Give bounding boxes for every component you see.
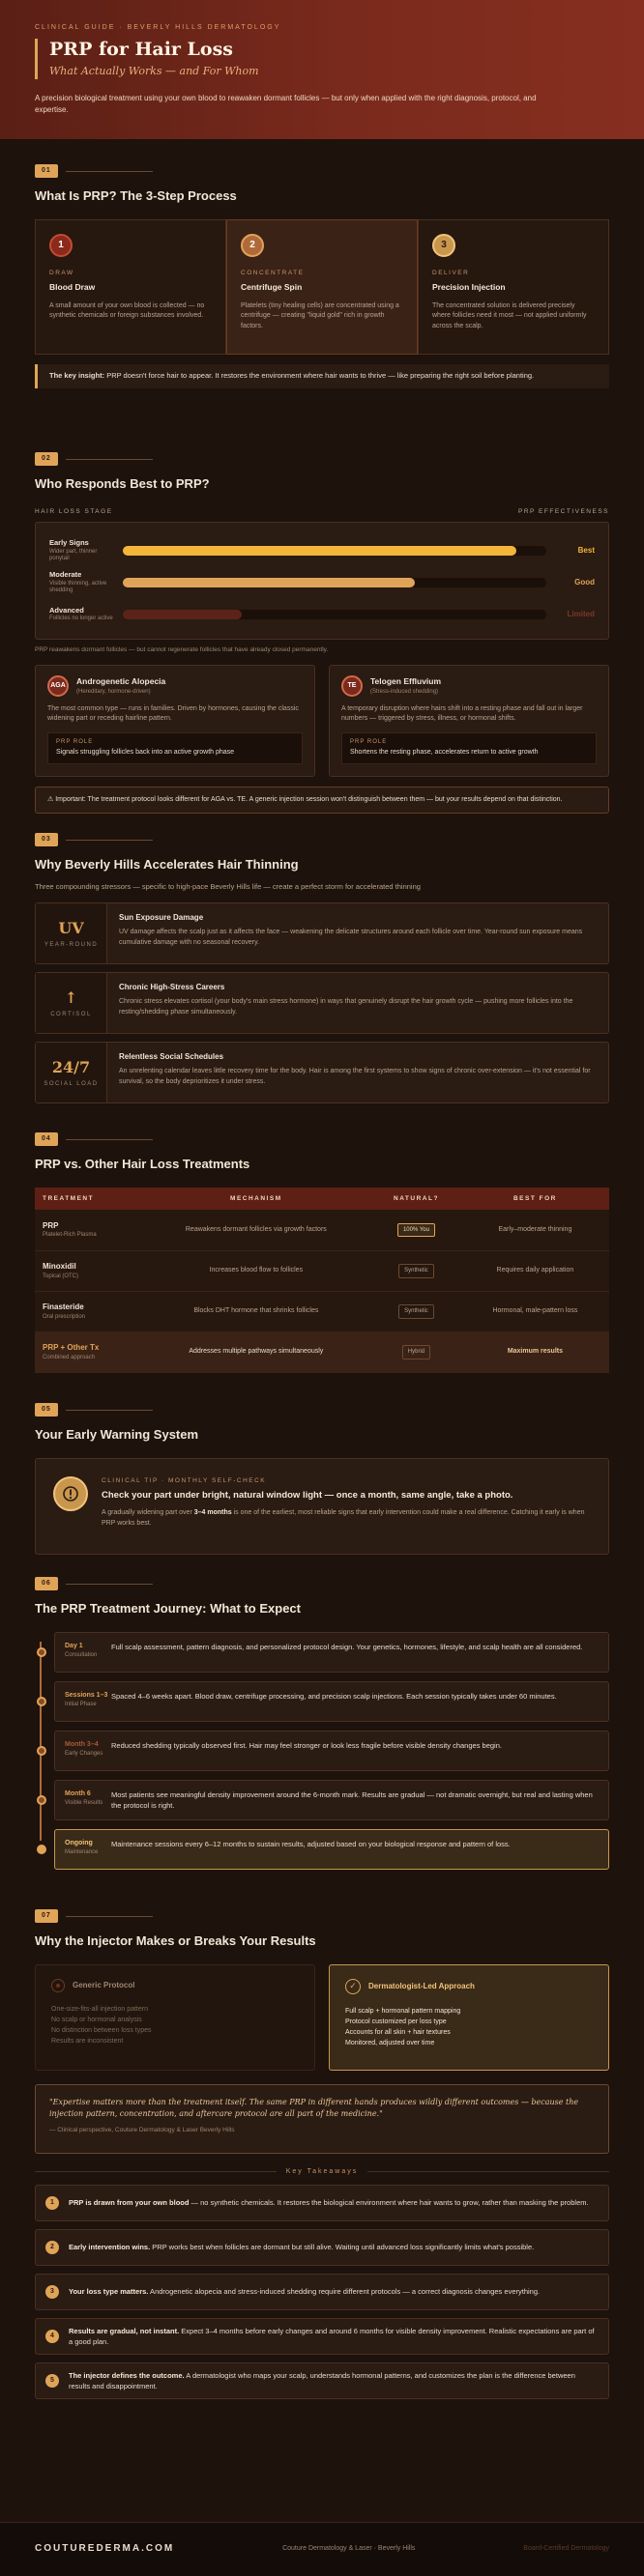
condition-name: Telogen Effluvium xyxy=(370,676,442,687)
bar-fill xyxy=(123,610,242,619)
stressor-row-uv xyxy=(35,902,609,964)
timeline-phase: Consultation xyxy=(65,1651,98,1658)
column-header: NATURAL? xyxy=(371,1188,461,1210)
x-circle-icon xyxy=(51,1979,65,1992)
takeaway-text: — no synthetic chemicals. It restores the biological environment where hair wants to grow, rather than masking the problem. xyxy=(189,2198,589,2208)
axis-left-label: HAIR LOSS STAGE xyxy=(35,507,113,515)
natural-badge: Synthetic xyxy=(398,1264,434,1278)
section-number xyxy=(35,1909,609,1923)
hero-title-block xyxy=(35,39,609,79)
condition-card-aga xyxy=(35,665,315,777)
stressor-desc: Chronic stress elevates cortisol (your body's main stress hormone) in ways that genuinely disrupt the hair growth cycle — pushing more follicles into the resting/shedding phase simultaneously. xyxy=(119,998,573,1016)
effectiveness-note: PRP reawakens dormant follicles — but cannot regenerate follicles that have already closed permanently. xyxy=(35,646,329,654)
takeaway-item xyxy=(35,2185,609,2221)
effectiveness-axis-labels xyxy=(35,507,609,516)
list-item: Accounts for all skin + hair textures xyxy=(345,2029,451,2037)
page-footer xyxy=(0,2522,644,2576)
section-journey xyxy=(0,1577,644,1909)
section-number xyxy=(35,1577,609,1590)
tip-body xyxy=(102,1508,591,1529)
section-subtitle: Three compounding stressors — specific to high-pace Beverly Hills life — create a perfect storm for accelerated thinning xyxy=(35,881,421,891)
hero-banner xyxy=(0,0,644,139)
stressor-desc: UV damage affects the scalp just as it affects the face — weakening the delicate structures around each follicle over time. Year-round sun exposure means cumulative damage with no seasonal recovery. xyxy=(119,929,583,946)
stressor-tag: SOCIAL LOAD xyxy=(44,1080,99,1087)
timeline-dot xyxy=(37,1845,46,1854)
step-name: Blood Draw xyxy=(49,282,96,293)
sun-icon: UV xyxy=(58,918,84,937)
treatment-name: Minoxidil xyxy=(43,1262,76,1272)
timeline-dot xyxy=(37,1795,46,1805)
treatment-sub: Oral prescription xyxy=(43,1313,86,1320)
prp-role-text: Shortens the resting phase, accelerates return to active growth xyxy=(350,749,539,757)
prp-role-label: PRP ROLE xyxy=(350,738,388,745)
takeaway-number: 5 xyxy=(45,2374,59,2388)
list-item: No scalp or hormonal analysis xyxy=(51,2017,142,2024)
timeline-item xyxy=(54,1681,609,1722)
table-row xyxy=(35,1291,609,1331)
bar-stage: Advanced xyxy=(49,605,84,615)
takeaway-number: 3 xyxy=(45,2285,59,2299)
timeline-detail: Most patients see meaningful density improvement around the 6-month mark. Results are gradual — not dramatic overnight, but real and lasting when the protocol is right. xyxy=(111,1789,593,1811)
axis-right-label: PRP EFFECTIVENESS xyxy=(517,507,609,515)
bar-stage-desc: Visible thinning, active shedding xyxy=(49,580,107,594)
list-item: One-size-fits-all injection pattern xyxy=(51,2005,148,2013)
stressor-title: Relentless Social Schedules xyxy=(119,1051,224,1061)
bar-fill xyxy=(123,578,415,587)
step-description: A small amount of your own blood is collected — no synthetic chemicals or foreign substances involved. xyxy=(49,301,205,320)
prp-role-label: PRP ROLE xyxy=(56,738,94,745)
timeline-phase: Early Changes xyxy=(65,1750,103,1757)
insight-lead: The key insight: xyxy=(49,370,105,380)
treatment-mechanism: Blocks DHT hormone that shrinks follicles xyxy=(141,1291,372,1331)
step-card-deliver xyxy=(418,219,609,355)
timeline-dot xyxy=(37,1746,46,1756)
tip-heading: Check your part under bright, natural window light — once a month, same angle, take a photo. xyxy=(102,1490,513,1502)
step-name: Precision Injection xyxy=(432,282,506,293)
list-item: Results are inconsistent xyxy=(51,2038,124,2046)
column-header: MECHANISM xyxy=(141,1188,372,1210)
treatment-timeline xyxy=(35,1632,609,1870)
quote-attribution: — Clinical perspective, Couture Dermatology & Laser Beverly Hills xyxy=(49,2126,235,2133)
section-title: Your Early Warning System xyxy=(35,1427,199,1442)
section-title: Why Beverly Hills Accelerates Hair Thinning xyxy=(35,857,299,872)
expert-quote xyxy=(35,2084,609,2154)
card-title: Generic Protocol xyxy=(73,1981,135,1990)
treatment-sub: Combined approach xyxy=(43,1354,96,1360)
prp-role-text: Signals struggling follicles back into an active growth phase xyxy=(56,749,235,757)
section-number-badge: 04 xyxy=(35,1132,58,1146)
timeline-detail: Reduced shedding typically observed first. Hair may feel stronger or look less fragile before visible density changes begin. xyxy=(111,1740,502,1750)
footer-credential: Board-Certified Dermatology xyxy=(523,2545,609,2553)
stressor-tag: YEAR-ROUND xyxy=(44,941,99,948)
section-number-badge: 06 xyxy=(35,1577,58,1590)
column-header: BEST FOR xyxy=(461,1188,609,1210)
condition-description: A temporary disruption where hairs shift into a resting phase and fall out in larger numbers — triggered by stress, illness, or hormonal shifts. xyxy=(341,704,583,723)
step-number-circle: 2 xyxy=(241,234,264,257)
natural-badge: Synthetic xyxy=(398,1304,434,1319)
timeline-detail: Maintenance sessions every 6–12 months to sustain results, adjusted based on your biological response and pattern of loss. xyxy=(111,1839,511,1848)
stressor-list xyxy=(35,902,609,1103)
treatment-mechanism: Increases blood flow to follicles xyxy=(141,1250,372,1291)
condition-description: The most common type — runs in families. Driven by hormones, causing the classic widening part or receding hairline pattern. xyxy=(47,704,299,723)
table-row xyxy=(35,1210,609,1250)
footer-brand-link[interactable]: COUTUREDERMA.COM xyxy=(35,2543,175,2555)
takeaway-item xyxy=(35,2229,609,2266)
section-number-badge: 05 xyxy=(35,1403,58,1417)
step-label: DELIVER xyxy=(432,269,470,276)
table-row xyxy=(35,1331,609,1372)
takeaway-number: 4 xyxy=(45,2330,59,2343)
self-check-tip xyxy=(35,1458,609,1555)
treatment-best-for: Requires daily application xyxy=(461,1250,609,1291)
key-insight-callout xyxy=(35,364,609,388)
stressor-desc: An unrelenting calendar leaves little recovery time for the body. Hair is among the first systems to show signs of chronic over-extension — it's not essential for survival, so the body deprioritizes it under stress. xyxy=(119,1068,591,1085)
section-title: The PRP Treatment Journey: What to Expect xyxy=(35,1601,301,1616)
takeaway-number: 2 xyxy=(45,2241,59,2254)
timeline-phase: Maintenance xyxy=(65,1848,99,1855)
timeline-dot xyxy=(37,1647,46,1657)
effectiveness-bars xyxy=(35,522,609,640)
bar-fill xyxy=(123,546,516,556)
page-title: PRP for Hair Loss xyxy=(49,39,233,61)
timeline-dot xyxy=(37,1697,46,1706)
hero-eyebrow: CLINICAL GUIDE · BEVERLY HILLS DERMATOLOGY xyxy=(35,24,281,31)
bar-result: Good xyxy=(574,577,595,587)
section-injector xyxy=(0,1909,644,2522)
section-number xyxy=(35,1403,609,1417)
condition-cards xyxy=(35,665,609,777)
timeline-item xyxy=(54,1731,609,1771)
step-label: DRAW xyxy=(49,269,74,276)
step-number-circle: 1 xyxy=(49,234,73,257)
takeaway-text: PRP works best when follicles are dormant but still alive. Waiting until advanced loss significantly limits what's possible. xyxy=(150,2243,535,2252)
section-number-badge: 03 xyxy=(35,833,58,846)
treatment-best-for: Hormonal, male-pattern loss xyxy=(461,1291,609,1331)
check-circle-icon: ✓ xyxy=(345,1979,361,1994)
bar-result: Limited xyxy=(567,609,595,618)
section-number xyxy=(35,452,609,466)
tip-label: CLINICAL TIP · MONTHLY SELF-CHECK xyxy=(102,1476,267,1484)
condition-badge: AGA xyxy=(47,675,69,697)
prp-role-box xyxy=(47,732,303,764)
timeline-when: Month 3–4 xyxy=(65,1740,99,1748)
step-card-concentrate xyxy=(226,219,418,355)
timeline-when: Ongoing xyxy=(65,1839,93,1846)
step-description: The concentrated solution is delivered precisely where follicles need it most — not applied uniformly across the scalp. xyxy=(432,301,587,329)
clock-247-icon: 24/7 xyxy=(51,1057,91,1076)
bar-stage-desc: Wider part, thinner ponytail xyxy=(49,548,98,562)
list-item: Full scalp + hormonal pattern mapping xyxy=(345,2007,461,2015)
section-beverly-hills xyxy=(0,833,644,1132)
stressor-row-social xyxy=(35,1042,609,1103)
quote-text: "Expertise matters more than the treatment itself. The same PRP in different hands produces wildly different outcomes — because the injection pattern, concentration, and aftercare protocol are all part of the medicine." xyxy=(49,2097,579,2118)
treatment-sub: Platelet-Rich Plasma xyxy=(43,1232,97,1239)
takeaway-item xyxy=(35,2318,609,2355)
section-early-warning xyxy=(0,1403,644,1577)
timeline-when: Month 6 xyxy=(65,1789,91,1797)
treatment-best-for: Early–moderate thinning xyxy=(461,1210,609,1250)
stressor-title: Sun Exposure Damage xyxy=(119,912,204,922)
timeline-when: Sessions 1–3 xyxy=(65,1691,108,1699)
bar-track xyxy=(123,546,546,556)
treatment-comparison-table xyxy=(35,1188,609,1373)
timeline-phase: Visible Results xyxy=(65,1799,103,1806)
bar-row-early xyxy=(49,534,595,566)
step-card-draw xyxy=(35,219,226,355)
timeline-phase: Initial Phase xyxy=(65,1701,97,1707)
condition-name: Androgenetic Alopecia xyxy=(76,676,166,687)
process-steps xyxy=(35,219,609,355)
bar-row-advanced xyxy=(49,598,595,630)
hero-lede: A precision biological treatment using your own blood to reawaken dormant follicles — but only when applied with the right diagnosis, protocol, and expertise. xyxy=(35,93,537,115)
natural-badge: Hybrid xyxy=(402,1345,430,1360)
bar-track xyxy=(123,578,546,587)
footer-practice: Couture Dermatology & Laser · Beverly Hills xyxy=(282,2545,416,2553)
takeaway-lead: Your loss type matters. xyxy=(69,2287,149,2297)
column-header: TREATMENT xyxy=(35,1188,141,1210)
section-title: Why the Injector Makes or Breaks Your Results xyxy=(35,1933,316,1948)
treatment-sub: Topical (OTC) xyxy=(43,1273,79,1279)
section-comparison xyxy=(0,1132,644,1403)
treatment-name: Finasteride xyxy=(43,1302,84,1312)
takeaway-item xyxy=(35,2274,609,2310)
condition-badge: TE xyxy=(341,675,363,697)
alert-icon xyxy=(53,1476,88,1511)
step-label: CONCENTRATE xyxy=(241,269,305,276)
treatment-best-for: Maximum results xyxy=(461,1331,609,1372)
section-number xyxy=(35,1132,609,1146)
list-item: No distinction between loss types xyxy=(51,2027,152,2035)
timeline-detail: Spaced 4–6 weeks apart. Blood draw, centrifuge processing, and precision scalp injections. Each session typically takes under 60 minutes. xyxy=(111,1691,557,1701)
takeaway-item xyxy=(35,2362,609,2399)
step-name: Centrifuge Spin xyxy=(241,282,303,293)
treatment-mechanism: Reawakens dormant follicles via growth factors xyxy=(141,1210,372,1250)
section-number xyxy=(35,833,609,846)
treatment-name: PRP xyxy=(43,1220,59,1230)
bar-row-moderate xyxy=(49,566,595,598)
natural-badge: 100% You xyxy=(397,1223,435,1238)
step-description: Platelets (tiny healing cells) are concentrated using a centrifuge — creating "liquid gold" rich in growth factors. xyxy=(241,301,399,329)
stressor-tag: CORTISOL xyxy=(50,1011,92,1017)
section-number-badge: 02 xyxy=(35,452,58,466)
takeaway-lead: Early intervention wins. xyxy=(69,2243,151,2252)
bar-stage-desc: Follicles no longer active xyxy=(49,615,113,622)
page-subtitle: What Actually Works — and For Whom xyxy=(49,64,259,77)
dermatologist-approach-card xyxy=(329,1964,609,2071)
condition-card-te xyxy=(329,665,609,777)
timeline-when: Day 1 xyxy=(65,1642,83,1649)
bar-track xyxy=(123,610,546,619)
list-item: Monitored, adjusted over time xyxy=(345,2040,435,2047)
prp-role-box xyxy=(341,732,597,764)
section-number-badge: 07 xyxy=(35,1909,58,1923)
insight-text: PRP doesn't force hair to appear. It restores the environment where hair wants to thrive — like preparing the right soil before planting. xyxy=(106,370,535,380)
timeline-item xyxy=(54,1780,609,1820)
card-title: Dermatologist-Led Approach xyxy=(368,1982,475,1991)
takeaway-text: Expect 3–4 months before early changes and around 6 months for visible density improvement. Realistic expectations are part of a good plan. xyxy=(69,2326,595,2346)
bar-result: Best xyxy=(577,545,595,555)
section-what-is-prp xyxy=(0,139,644,452)
takeaways-heading xyxy=(35,2167,609,2177)
section-title: What Is PRP? The 3-Step Process xyxy=(35,188,237,203)
treatment-name: PRP + Other Tx xyxy=(43,1343,100,1353)
generic-protocol-card xyxy=(35,1964,315,2071)
section-title: PRP vs. Other Hair Loss Treatments xyxy=(35,1157,250,1171)
tip-text: A gradually widening part over xyxy=(102,1509,194,1517)
section-number xyxy=(35,164,609,178)
section-number-badge: 01 xyxy=(35,164,58,178)
condition-alias: (Stress-induced shedding) xyxy=(370,688,439,695)
treatment-mechanism: Addresses multiple pathways simultaneously xyxy=(141,1331,372,1372)
timeline-item xyxy=(54,1829,609,1870)
section-title: Who Responds Best to PRP? xyxy=(35,476,210,491)
condition-alias: (Hereditary, hormone-driven) xyxy=(76,688,151,695)
list-item: Protocol customized per loss type xyxy=(345,2018,447,2026)
bar-stage: Early Signs xyxy=(49,537,89,547)
bar-stage: Moderate xyxy=(49,569,82,579)
takeaway-text: A dermatologist who maps your scalp, understands hormonal patterns, and customizes the plan is the difference between results and disappointment. xyxy=(69,2370,575,2390)
takeaway-number: 1 xyxy=(45,2196,59,2210)
tip-text: is one of the earliest, most reliable signs that early intervention could make a real difference. Catching it early is when PRP works best. xyxy=(102,1509,585,1527)
takeaway-text: Androgenetic alopecia and stress-induced shedding require different protocols — a correct diagnosis changes everything. xyxy=(148,2287,541,2297)
takeaway-lead: PRP is drawn from your own blood xyxy=(69,2198,190,2208)
stressor-row-stress xyxy=(35,972,609,1034)
approach-comparison xyxy=(35,1964,609,2071)
takeaways-title: Key Takeaways xyxy=(285,2167,359,2175)
important-warning: ⚠ Important: The treatment protocol looks different for AGA vs. TE. A generic injection session won't distinguish between them — but your results depend on that distinction. xyxy=(35,787,609,814)
takeaway-lead: The injector defines the outcome. xyxy=(69,2370,185,2380)
tip-emphasis: 3–4 months xyxy=(193,1509,232,1517)
section-who-responds xyxy=(0,452,644,833)
takeaway-lead: Results are gradual, not instant. xyxy=(69,2326,180,2335)
step-number-circle: 3 xyxy=(432,234,455,257)
stressor-title: Chronic High-Stress Careers xyxy=(119,982,225,991)
timeline-detail: Full scalp assessment, pattern diagnosis, and personalized protocol design. Your genetics, hormones, lifestyle, and scalp health are all considered. xyxy=(111,1642,583,1651)
takeaways-list xyxy=(35,2185,609,2399)
timeline-item xyxy=(54,1632,609,1673)
arrow-up-icon: ↑ xyxy=(64,987,78,1007)
table-row xyxy=(35,1250,609,1291)
